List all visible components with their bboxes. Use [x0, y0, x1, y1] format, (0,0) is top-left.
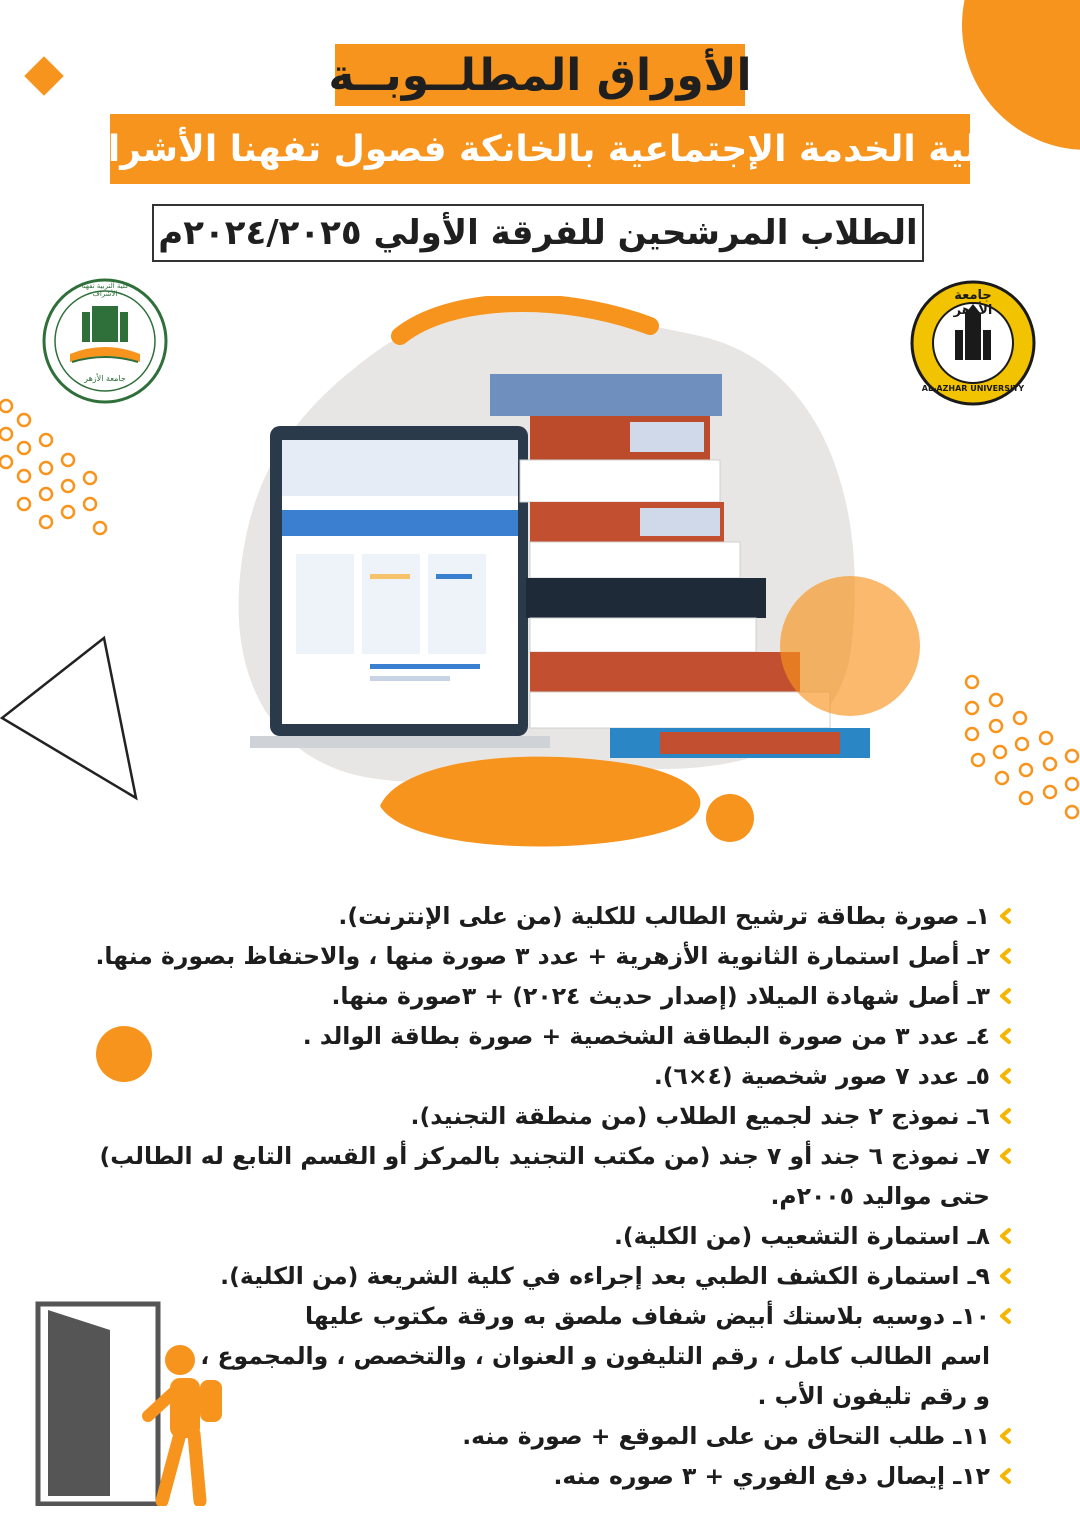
requirement-text: ١١ـ طلب التحاق من على الموقع + صورة منه.: [462, 1422, 990, 1450]
laptop-books-illustration: [230, 296, 930, 860]
requirement-text: ٧ـ نموذج ٦ جند أو ٧ جند (من مكتب التجنيد بالمركز أو القسم التابع له الطالب) حتى مواليد ٢٠٠٥م.: [99, 1142, 990, 1210]
requirement-item: [70, 1056, 1020, 1096]
decorative-orange-diamond: [24, 56, 64, 96]
requirement-text: ٥ـ عدد ٧ صور شخصية (٤×٦).: [653, 1062, 990, 1090]
subtitle-banner: [66, 114, 1014, 184]
requirement-text: ١ـ صورة بطاقة ترشيح الطالب للكلية (من على الإنترنت).: [338, 902, 990, 930]
requirement-item: [70, 1136, 1020, 1216]
requirement-text: ٣ـ أصل شهادة الميلاد (إصدار حديث ٢٠٢٤) + ٣صورة منها.: [331, 982, 990, 1010]
chevron-bullet-icon: [990, 1416, 1020, 1456]
chevron-bullet-icon: [990, 936, 1020, 976]
chevron-bullet-icon: [990, 896, 1020, 936]
decorative-ring-pattern-right: [960, 672, 1080, 836]
chevron-bullet-icon: [990, 1096, 1020, 1136]
requirement-item: [70, 1096, 1020, 1136]
chevron-bullet-icon: [990, 1296, 1020, 1336]
chevron-bullet-icon: [990, 1056, 1020, 1096]
al-azhar-logo-english: AL-AZHAR UNIVERSITY: [921, 384, 1025, 393]
candidates-line: الطلاب المرشحين للفرقة الأولي ٢٠٢٤/٢٠٢٥م: [158, 213, 918, 253]
title-banner: [328, 44, 752, 106]
requirement-item: [70, 896, 1020, 936]
candidates-box: [152, 204, 924, 262]
decorative-orange-circle-top-right: [962, 0, 1080, 150]
page-subtitle: لكلية الخدمة الإجتماعية بالخانكة فصول تفهنا الأشراف: [66, 128, 1014, 170]
requirement-text: ٦ـ نموذج ٢ جند لجميع الطلاب (من منطقة التجنيد).: [410, 1102, 990, 1130]
chevron-bullet-icon: [990, 1456, 1020, 1496]
chevron-bullet-icon: [990, 1256, 1020, 1296]
decorative-triangle-outline: [0, 634, 140, 808]
requirement-text: ١٢ـ إيصال دفع الفوري + ٣ صوره منه.: [553, 1462, 990, 1490]
chevron-bullet-icon: [990, 1136, 1020, 1176]
exit-door-person-illustration: [30, 1296, 270, 1510]
requirement-text: ٢ـ أصل استمارة الثانوية الأزهرية + عدد ٣ صورة منها ، والاحتفاظ بصورة منها.: [95, 942, 990, 970]
requirement-text: ٨ـ استمارة التشعيب (من الكلية).: [613, 1222, 990, 1250]
requirement-text: ٩ـ استمارة الكشف الطبي بعد إجراءه في كلية الشريعة (من الكلية).: [220, 1262, 990, 1290]
decorative-ring-pattern-left: [0, 398, 120, 542]
chevron-bullet-icon: [990, 1216, 1020, 1256]
faculty-logo-top-text: كلية التربية تفهنا الأشراف: [81, 282, 129, 298]
requirement-text: ١٠ـ دوسيه بلاستك أبيض شفاف ملصق به ورقة مكتوب عليها اسم الطالب كامل ، رقم التليفون و العنوان ، والتخصص ، والمجموع ، و رقم تليفون الأب .: [200, 1302, 990, 1410]
requirement-item: [70, 976, 1020, 1016]
requirement-item: [70, 1016, 1020, 1056]
faculty-logo: [42, 278, 168, 404]
chevron-bullet-icon: [990, 1016, 1020, 1056]
requirement-item: [70, 936, 1020, 976]
requirement-item: [70, 1256, 1020, 1296]
faculty-logo-bottom-text: جامعة الأزهر: [84, 374, 126, 383]
al-azhar-logo-arabic: جامعة الأزهر: [953, 288, 993, 318]
requirement-text: ٤ـ عدد ٣ من صورة البطاقة الشخصية + صورة بطاقة الوالد .: [302, 1022, 990, 1050]
requirement-item: [70, 1216, 1020, 1256]
chevron-bullet-icon: [990, 976, 1020, 1016]
page-title: الأوراق المطلــوبــة: [328, 49, 752, 101]
